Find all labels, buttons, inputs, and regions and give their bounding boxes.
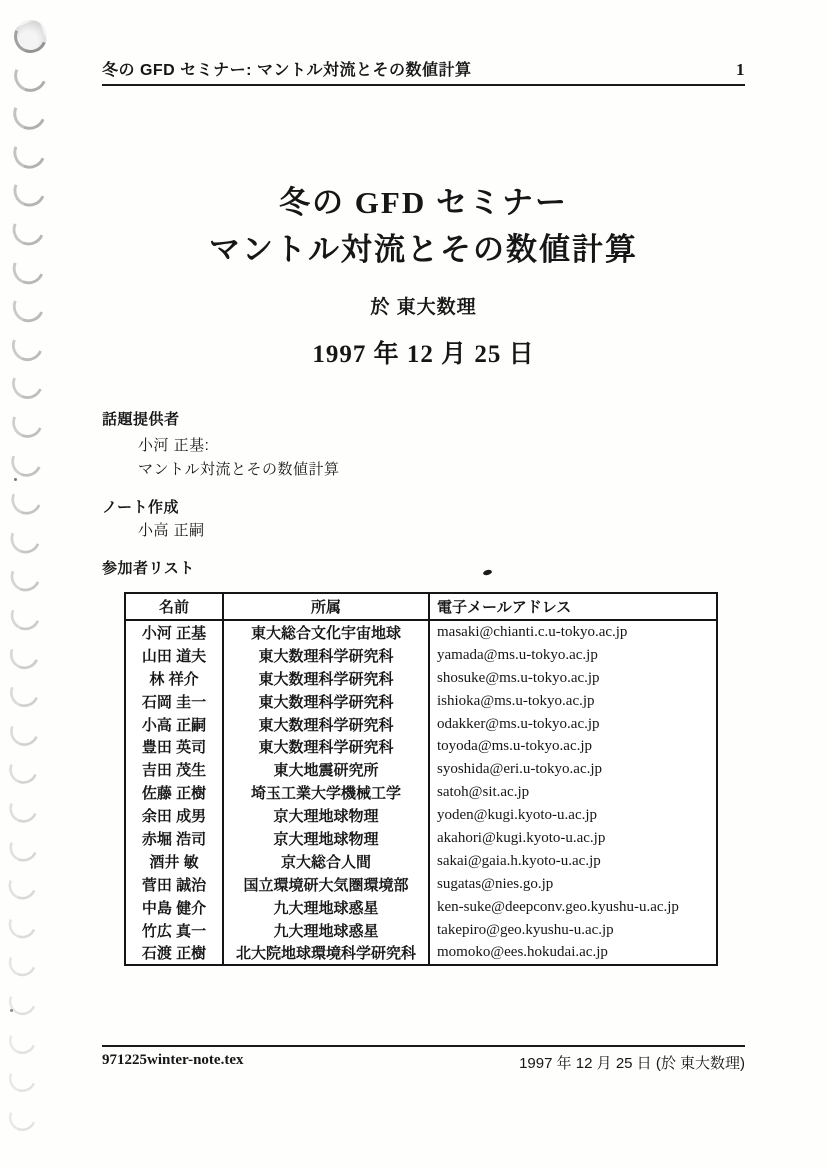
binding-hole-mark [5,984,40,1019]
table-row [126,713,716,736]
participant-email: toyoda@ms.u-tokyo.ac.jp [428,735,716,758]
participant-email: odakker@ms.u-tokyo.ac.jp [428,713,716,736]
binding-hole-mark [6,635,44,673]
participant-name: 小河 正基 [141,624,207,642]
binding-hole-mark [5,829,42,866]
page-header [102,57,745,80]
table-row [126,919,716,942]
note-heading: ノート作成 [102,499,180,516]
participant-email: takepiro@geo.kyushu-u.ac.jp [428,919,716,942]
table-row [126,667,716,690]
binding-hole-mark [4,906,40,942]
participant-affiliation: 東大数理科学研究科 [222,667,428,690]
table-row [126,827,716,850]
participant-name: 余田 成男 [141,808,207,826]
binding-hole-mark [8,248,49,289]
table-row [126,941,716,964]
running-title: 冬の GFD セミナー: マントル対流とその数値計算 [102,62,472,79]
participant-email: ishioka@ms.u-tokyo.ac.jp [428,690,716,713]
participant-name: 酒井 敏 [149,853,199,871]
participant-name: 山田 道夫 [141,647,207,665]
column-header-affiliation: 所属 [222,594,428,619]
participant-email: yoden@kugi.kyoto-u.ac.jp [428,804,716,827]
participant-email: yamada@ms.u-tokyo.ac.jp [428,644,716,667]
participant-email: satoh@sit.ac.jp [428,781,716,804]
binding-hole-mark [6,674,44,712]
binding-hole-mark [8,170,50,212]
binding-hole-mark [5,868,41,904]
participant-email: sakai@gaia.h.kyoto-u.ac.jp [428,850,716,873]
binding-hole-mark [8,209,49,250]
participant-affiliation: 東大総合文化宇宙地球 [222,621,428,644]
participant-name: 赤堀 浩司 [141,830,207,848]
binding-hole-mark [7,403,47,443]
participant-affiliation: 京大総合人間 [222,850,428,873]
table-row [126,896,716,919]
participant-affiliation: 東大地震研究所 [222,758,428,781]
participant-affiliation: 東大数理科学研究科 [222,713,428,736]
ink-speck [483,569,493,576]
binding-hole-mark [5,1022,40,1057]
participants-heading: 参加者リスト [102,560,195,577]
binding-hole-mark [8,131,50,173]
page-number: 1 [736,60,745,79]
binding-hole-mark [7,441,47,481]
table-row [126,690,716,713]
venue-line: 於 東大数理 [370,297,477,318]
participant-affiliation: 東大数理科学研究科 [222,644,428,667]
table-row [126,644,716,667]
binding-hole-mark [7,480,46,519]
participant-email: shosuke@ms.u-tokyo.ac.jp [428,667,716,690]
binding-hole-mark [6,558,45,597]
participant-affiliation: 京大理地球物理 [222,827,428,850]
participant-email: momoko@ees.hokudai.ac.jp [428,941,716,964]
table-row [126,781,716,804]
table-row [126,873,716,896]
speaker-topic: マントル対流とその数値計算 [138,461,340,478]
binding-hole-mark [5,945,41,981]
binding-hole-mark [9,93,51,135]
participant-affiliation: 埼玉工業大学機械工学 [222,781,428,804]
participant-name: 竹広 真一 [141,922,207,940]
table-row [126,758,716,781]
participant-name: 豊田 英司 [141,739,207,757]
participant-name: 菅田 誠治 [141,876,207,894]
participant-email: syoshida@eri.u-tokyo.ac.jp [428,758,716,781]
participant-email: masaki@chianti.c.u-tokyo.ac.jp [428,621,716,644]
binding-holes [0,0,60,1167]
binding-hole-mark [6,519,45,558]
binding-hole-mark [6,596,44,634]
participant-email: ken-suke@deepconv.geo.kyushu-u.ac.jp [428,896,716,919]
binding-hole-mark [5,790,42,827]
binding-hole-mark [8,286,49,327]
participant-affiliation: 九大理地球惑星 [222,919,428,942]
column-header-email: 電子メールアドレス [428,594,716,619]
title-line-1: 冬の GFD セミナー [279,185,568,220]
speaker-heading: 話題提供者 [102,411,180,428]
table-header-row [126,594,716,621]
date-line: 1997 年 12 月 25 日 [312,341,535,368]
participant-affiliation: 北大院地球環境科学研究科 [222,941,428,964]
participant-affiliation: 国立環境研大気圏環境部 [222,873,428,896]
binding-hole-mark [9,15,52,58]
table-row [126,804,716,827]
dust-speck [14,478,17,481]
footer-rule [102,1045,745,1047]
page-footer [102,1052,745,1073]
participant-name: 林 祥介 [149,670,199,688]
binding-hole-mark [5,1100,40,1135]
footer-filename: 971225winter-note.tex [102,1052,244,1068]
participants-table-body [126,621,716,964]
binding-hole-mark [5,713,43,751]
binding-hole-mark [9,54,52,97]
participant-name: 佐藤 正樹 [141,785,207,803]
header-rule [102,84,745,86]
title-line-2: マントル対流とその数値計算 [209,232,638,267]
speaker-name: 小河 正基: [138,437,210,454]
table-row [126,735,716,758]
note-author: 小高 正嗣 [138,522,205,539]
participant-affiliation: 東大数理科学研究科 [222,690,428,713]
table-row [126,621,716,644]
participant-email: sugatas@nies.go.jp [428,873,716,896]
participant-affiliation: 東大数理科学研究科 [222,735,428,758]
participants-table [124,592,718,966]
table-row [126,850,716,873]
participant-name: 小高 正嗣 [141,716,207,734]
participant-name: 石岡 圭一 [141,693,207,711]
participant-name: 吉田 茂生 [141,762,207,780]
participant-affiliation: 京大理地球物理 [222,804,428,827]
footer-date: 1997 年 12 月 25 日 (於 東大数理) [519,1055,745,1072]
participant-name: 中島 健介 [141,899,207,917]
binding-hole-mark [5,751,42,788]
binding-hole-mark [5,1061,40,1096]
dust-speck [10,1009,13,1012]
binding-hole-mark [7,364,47,404]
binding-hole-mark [7,325,48,366]
participant-affiliation: 九大理地球惑星 [222,896,428,919]
participant-email: akahori@kugi.kyoto-u.ac.jp [428,827,716,850]
participant-name: 石渡 正樹 [141,945,207,963]
column-header-name: 名前 [158,599,189,616]
